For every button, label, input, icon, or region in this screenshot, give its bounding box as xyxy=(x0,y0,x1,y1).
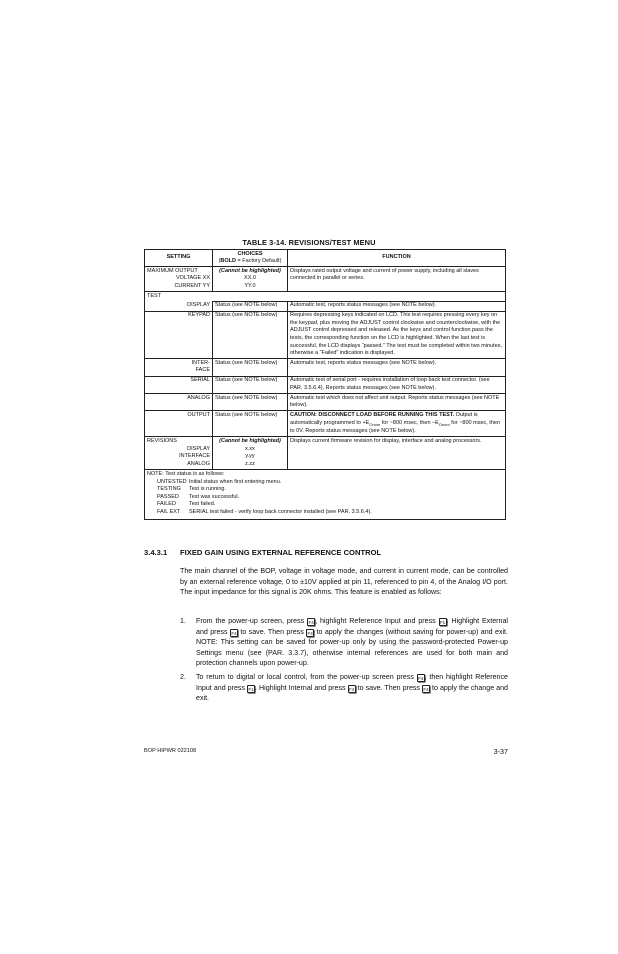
choices-cell: Status (see NOTE below) xyxy=(213,411,288,437)
function-cell: Automatic test which does not affect unit output. Reports status messages (see NOTE below). xyxy=(288,394,506,411)
choices-cell: Status (see NOTE below) xyxy=(213,394,288,411)
table-title: TABLE 3-14. REVISIONS/TEST MENU xyxy=(242,238,376,247)
header-setting: SETTING xyxy=(145,250,213,267)
list-item: 2. To return to digital or local control, from the power-up screen press F4, then highlight Reference Input and press F1. Highlight Internal and press F4 to save. Then press F4 to apply the change and exit. xyxy=(180,673,508,703)
function-cell: Automatic test, reports status messages (see NOTE below). xyxy=(288,301,506,311)
choices-cell: Status (see NOTE below) xyxy=(213,376,288,393)
choices-cell: (Cannot be highlighted) XX.0 YY.0 xyxy=(213,267,288,292)
choices-cell: Status (see NOTE below) xyxy=(213,311,288,359)
apply-key-icon: F4 xyxy=(423,686,429,692)
revisions-test-menu-table xyxy=(144,249,506,520)
table-header-row xyxy=(145,250,506,267)
table-row xyxy=(145,267,506,292)
function-cell: Displays rated output voltage and current of power supply, including all slaves connected in parallel or series. xyxy=(288,267,506,292)
save-key-icon: F4 xyxy=(231,630,237,636)
test-group-label: TEST xyxy=(145,291,506,301)
table-row xyxy=(145,394,506,411)
list-item: 1. From the power-up screen, press F4, highlight Reference Input and press F1. Highlight External and press F4 to save. Then press F4 to apply the changes (without saving for power-up) and exit. NOTE: This setting can be saved for power-up only by using the password-protected Power-up Settings menu (see (PAR. 3.3.7), otherwise internal references are used for both main and protection channels upon power-up. xyxy=(180,617,509,668)
function-cell: CAUTION: DISCONNECT LOAD BEFORE RUNNING THIS TEST. Output is automatically programmed to $+E_{Onom}$ for ~800 msec, then $-E_{Onom}$ for ~800 msec, then to 0V. Reports status messages (see NOTE below). xyxy=(288,411,506,437)
setting-cell: MAXIMUM OUTPUT VOLTAGE XX CURRENT YY xyxy=(145,267,213,292)
page-number: 3-37 xyxy=(493,747,508,756)
choices-cell: Status (see NOTE below) xyxy=(213,301,288,311)
setting-cell: KEYPAD xyxy=(145,311,213,359)
table-row xyxy=(145,291,506,301)
section-number: 3.4.3.1 xyxy=(144,548,168,557)
enter-key-icon: F1 xyxy=(439,620,446,625)
table-row xyxy=(145,411,506,437)
header-function: FUNCTION xyxy=(288,250,506,267)
setting-cell: SERIAL xyxy=(145,376,213,393)
table-row xyxy=(145,437,506,470)
table-row xyxy=(145,359,506,376)
function-cell: Displays current firmware revision for display, interface and analog processors. xyxy=(288,437,506,470)
table-row xyxy=(145,311,506,359)
table-row xyxy=(145,376,506,393)
section-title: FIXED GAIN USING EXTERNAL REFERENCE CONTROL xyxy=(180,548,382,557)
apply-key-icon: F4 xyxy=(307,630,313,636)
footer-doc-id: BOP HIPWR 022108 xyxy=(144,748,197,754)
setting-cell: ANALOG xyxy=(145,394,213,411)
choices-cell: Status (see NOTE below) xyxy=(213,359,288,376)
choices-cell: (Cannot be highlighted) x.xx y.yy z.zz xyxy=(213,437,288,470)
setting-cell: INTER- FACE xyxy=(145,359,213,376)
table-row xyxy=(145,301,506,311)
setting-cell: REVISIONS DISPLAY INTERFACE ANALOG xyxy=(145,437,213,470)
section-heading xyxy=(144,548,381,557)
enter-key-icon: F1 xyxy=(248,686,254,692)
menu-key-icon: F4 xyxy=(308,620,314,625)
test-status-note: NOTE: Test status is as follows: UNTESTED Initial status when first entering menu. TESTING Test is running. PASSED Test was successful. FAILED Test failed. FAIL EXT SERIAL test failed - verify loop back connector installed (see PAR. 3.5.6.4). xyxy=(145,470,506,520)
header-choices: CHOICES (BOLD = Factory Default) xyxy=(213,250,288,267)
caution-text: CAUTION: DISCONNECT LOAD BEFORE RUNNING THIS TEST. xyxy=(290,412,455,418)
function-cell: Requires depressing keys indicated on LCD. This test requires pressing every key on the keypad, plus moving the ADJUST control clockwise and counterclockwise, with the ADJUST control depressed and released. As the keys and control function pass the tests, the corresponding function on the LCD is highlighted. When the last test is successful, the LCD displays “passed.” The test must be completed within two minutes, otherwise a “Failed” indication is displayed. xyxy=(288,311,506,359)
function-cell: Automatic test of serial port - requires installation of loop back test connector. (see PAR. 3.5.6.4). Reports status messages (see NOTE below). xyxy=(288,376,506,393)
function-cell: Automatic test, reports status messages (see NOTE below). xyxy=(288,359,506,376)
table-note-row xyxy=(145,470,506,520)
save-key-icon: F4 xyxy=(348,686,355,692)
section-paragraph: The main channel of the BOP, voltage in voltage mode, and current in current mode, can be controlled by an external reference voltage, 0 to ±10V applied at pin 11, referenced to pin 4, of the Analog I/O port. The input impedance for this signal is 20K ohms. This feature is enabled as follows: xyxy=(180,567,508,597)
setting-cell: DISPLAY xyxy=(145,301,213,311)
menu-key-icon: F4 xyxy=(417,676,424,681)
setting-cell: OUTPUT xyxy=(145,411,213,437)
